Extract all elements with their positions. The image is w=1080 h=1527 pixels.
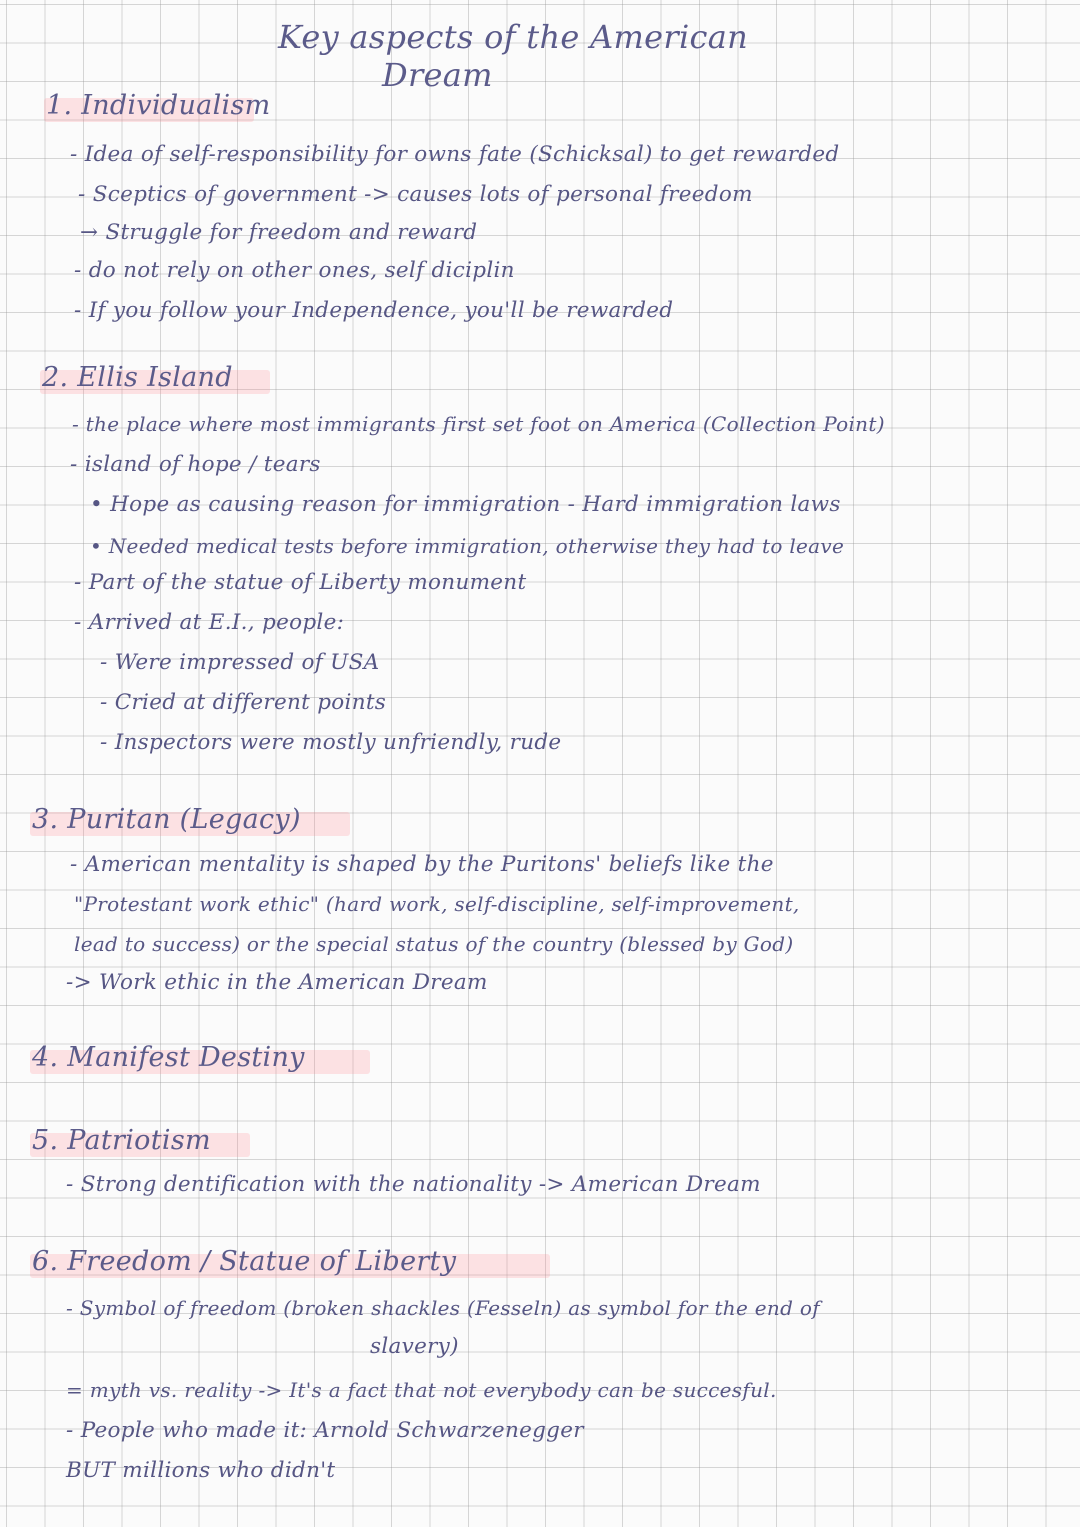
- note-line: - Inspectors were mostly unfriendly, rude: [100, 730, 562, 755]
- note-line: • Needed medical tests before immigration, otherwise they had to leave: [90, 534, 845, 558]
- note-line: "Protestant work ethic" (hard work, self-discipline, self-improvement,: [74, 892, 800, 916]
- note-line: - the place where most immigrants first set foot on America (Collection Point): [72, 412, 885, 436]
- page-title-line-2: Dream: [382, 56, 493, 94]
- note-line: • Hope as causing reason for immigration - Hard immigration laws: [90, 492, 841, 517]
- section-heading-individualism: 1. Individualism: [46, 90, 271, 121]
- note-line: BUT millions who didn't: [66, 1458, 336, 1483]
- note-line: - Arrived at E.I., people:: [74, 610, 345, 635]
- note-line: slavery): [370, 1334, 459, 1359]
- section-heading-ellis-island: 2. Ellis Island: [42, 362, 233, 393]
- note-line: lead to success) or the special status of the country (blessed by God): [74, 932, 794, 956]
- note-line: - Symbol of freedom (broken shackles (Fesseln) as symbol for the end of: [66, 1296, 820, 1320]
- note-line: -> Work ethic in the American Dream: [66, 970, 488, 995]
- note-line: - Part of the statue of Liberty monument: [74, 570, 527, 595]
- note-line: - island of hope / tears: [70, 452, 321, 477]
- note-line: - Strong dentification with the nationality -> American Dream: [66, 1172, 761, 1197]
- section-heading-freedom-statue-of-liberty: 6. Freedom / Statue of Liberty: [32, 1246, 457, 1277]
- section-heading-patriotism: 5. Patriotism: [32, 1125, 211, 1156]
- note-line: - Cried at different points: [100, 690, 387, 715]
- section-heading-manifest-destiny: 4. Manifest Destiny: [32, 1042, 305, 1073]
- note-line: - People who made it: Arnold Schwarzenegger: [66, 1418, 584, 1443]
- note-line: - do not rely on other ones, self diciplin: [74, 258, 515, 283]
- note-line: - If you follow your Independence, you'll be rewarded: [74, 298, 674, 323]
- section-heading-puritan: 3. Puritan (Legacy): [32, 804, 301, 835]
- note-line: → Struggle for freedom and reward: [80, 220, 478, 245]
- note-line: = myth vs. reality -> It's a fact that not everybody can be succesful.: [66, 1378, 777, 1402]
- note-line: - American mentality is shaped by the Puritons' beliefs like the: [70, 852, 774, 877]
- page-title-line-1: Key aspects of the American: [278, 18, 749, 56]
- note-line: - Sceptics of government -> causes lots of personal freedom: [78, 182, 753, 207]
- note-line: - Idea of self-responsibility for owns fate (Schicksal) to get rewarded: [70, 142, 840, 167]
- note-line: - Were impressed of USA: [100, 650, 380, 675]
